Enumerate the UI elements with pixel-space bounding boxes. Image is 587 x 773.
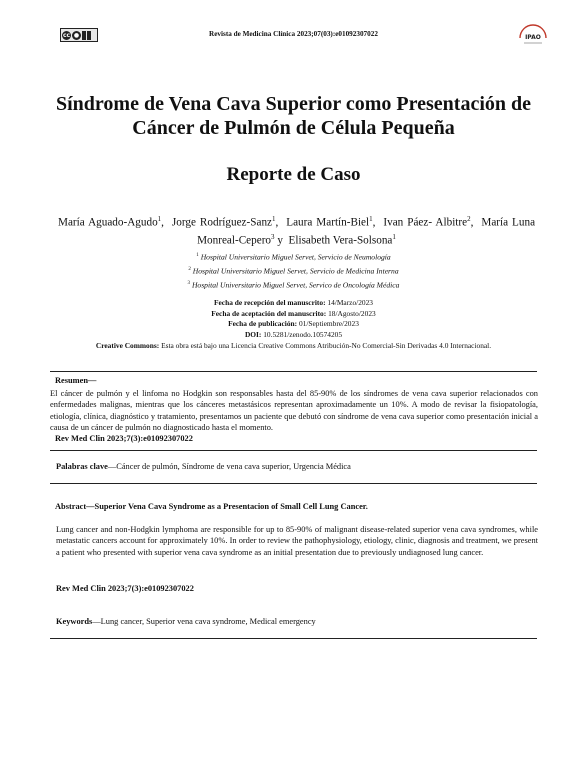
abstract-text: Lung cancer and non-Hodgkin lymphoma are responsible for up to 85-90% of malignant disease-related superior vena cava syndromes, while metastatic cancers account for approximately 10%. In order to review the pathophysiology, etiology, clinic, diagnosis and treatment, we present a patient who presented with superior vena cava syndrome as an initial presentation due to previously undiagnosed lung cancer. (56, 525, 538, 557)
cc-icon: cc (62, 31, 71, 39)
divider (50, 371, 537, 372)
received-date: Fecha de recepción del manuscrito: 14/Marzo/2023 (214, 298, 373, 307)
license-statement: Creative Commons: Esta obra está bajo una Licencia Creative Commons Atribución-No Comercial-Sin Derivadas 4.0 Internacional. (95, 341, 492, 350)
author-affil-mark: 2 (467, 215, 471, 223)
doi: DOI: 10.5281/zenodo.10574205 (244, 329, 343, 339)
affiliation: $^2$ Hospital Universitario Miguel Servet, Servicio de Medicina Interna (188, 266, 399, 276)
divider (50, 638, 537, 639)
publication-dates (0, 298, 587, 340)
author: Jorge Rodríguez-Sanz (171, 216, 272, 229)
logo-text: IPAO (525, 34, 541, 41)
resumen-text: El cáncer de pulmón y el linfoma no Hodgkin son responsables hasta del 85-90% de los síndromes de vena cava superior relacionados con enfermedades malignas, mientras que los cánceres metastásicos representan aproximadamente un 10%. A modo de revisar la fisiopatología, etiología, clínica, diagnóstico y tratamiento, presentamos un paciente que debutó con síndrome de vena cava superior como presentación inicial a causa de un cáncer de pulmón no diagnosticado hasta el momento. (50, 389, 538, 432)
published-date: Fecha de publicación: 01/Septiembre/2023 (228, 319, 359, 329)
author-list: María Aguado-Agudo$^1$, Jorge Rodríguez-Sanz$^1$, Laura Martín-Biel$^1$, Ivan Páez- Albitre$^2$, María Luna Monreal-Cepero$^3$ y Elisabeth Vera-Solsona$^1$ (58, 215, 536, 247)
resumen-heading: Resumen— (55, 376, 97, 385)
affiliation: $^3$ Hospital Universitario Miguel Servet, Servico de Oncología Médica (187, 280, 400, 290)
divider (50, 483, 537, 484)
author-affil-mark: 1 (369, 215, 373, 223)
affiliation-list (0, 250, 587, 292)
author-affil-mark: 3 (271, 232, 275, 241)
author-affil-mark: 1 (272, 215, 276, 223)
resumen-citation: Rev Med Clin 2023;7(3):e01092307022 (55, 434, 193, 443)
author-affil-mark: 1 (157, 215, 162, 223)
abstract-heading: Abstract—Superior Vena Cava Syndrome as a Presentacion of Small Cell Lung Cancer. (55, 502, 368, 511)
author-conjunction: y (277, 234, 283, 247)
divider (50, 450, 537, 451)
article-title: Síndrome de Vena Cava Superior como Presentación de Cáncer de Pulmón de Célula Pequeña (55, 93, 531, 139)
journal-running-head: Revista de Medicina Clínica 2023;07(03):e01092307022 (209, 30, 378, 38)
abstract-citation: Rev Med Clin 2023;7(3):e01092307022 (56, 584, 194, 593)
accepted-date: Fecha de aceptación del manuscrito: 18/Agosto/2023 (211, 308, 376, 318)
palabras-clave: Palabras clave—Cáncer de pulmón, Síndrome de vena cava superior, Urgencia Médica (56, 462, 351, 471)
author: Laura Martín-Biel (286, 216, 370, 229)
author-affil-mark: 1 (392, 232, 396, 241)
author: María Aguado-Agudo (58, 216, 158, 229)
author: Ivan Páez- Albitre (383, 216, 468, 229)
article-type: Reporte de Caso (226, 164, 361, 185)
journal-logo (516, 22, 550, 48)
by-icon: ● (73, 31, 80, 39)
author: María Luna Monreal-Cepero (197, 216, 536, 247)
author: Elisabeth Vera-Solsona (288, 234, 393, 247)
keywords: Keywords—Lung cancer, Superior vena cava syndrome, Medical emergency (56, 617, 316, 626)
affiliation: $^1$ Hospital Universitario Miguel Servet, Servicio de Neumología (196, 252, 391, 262)
